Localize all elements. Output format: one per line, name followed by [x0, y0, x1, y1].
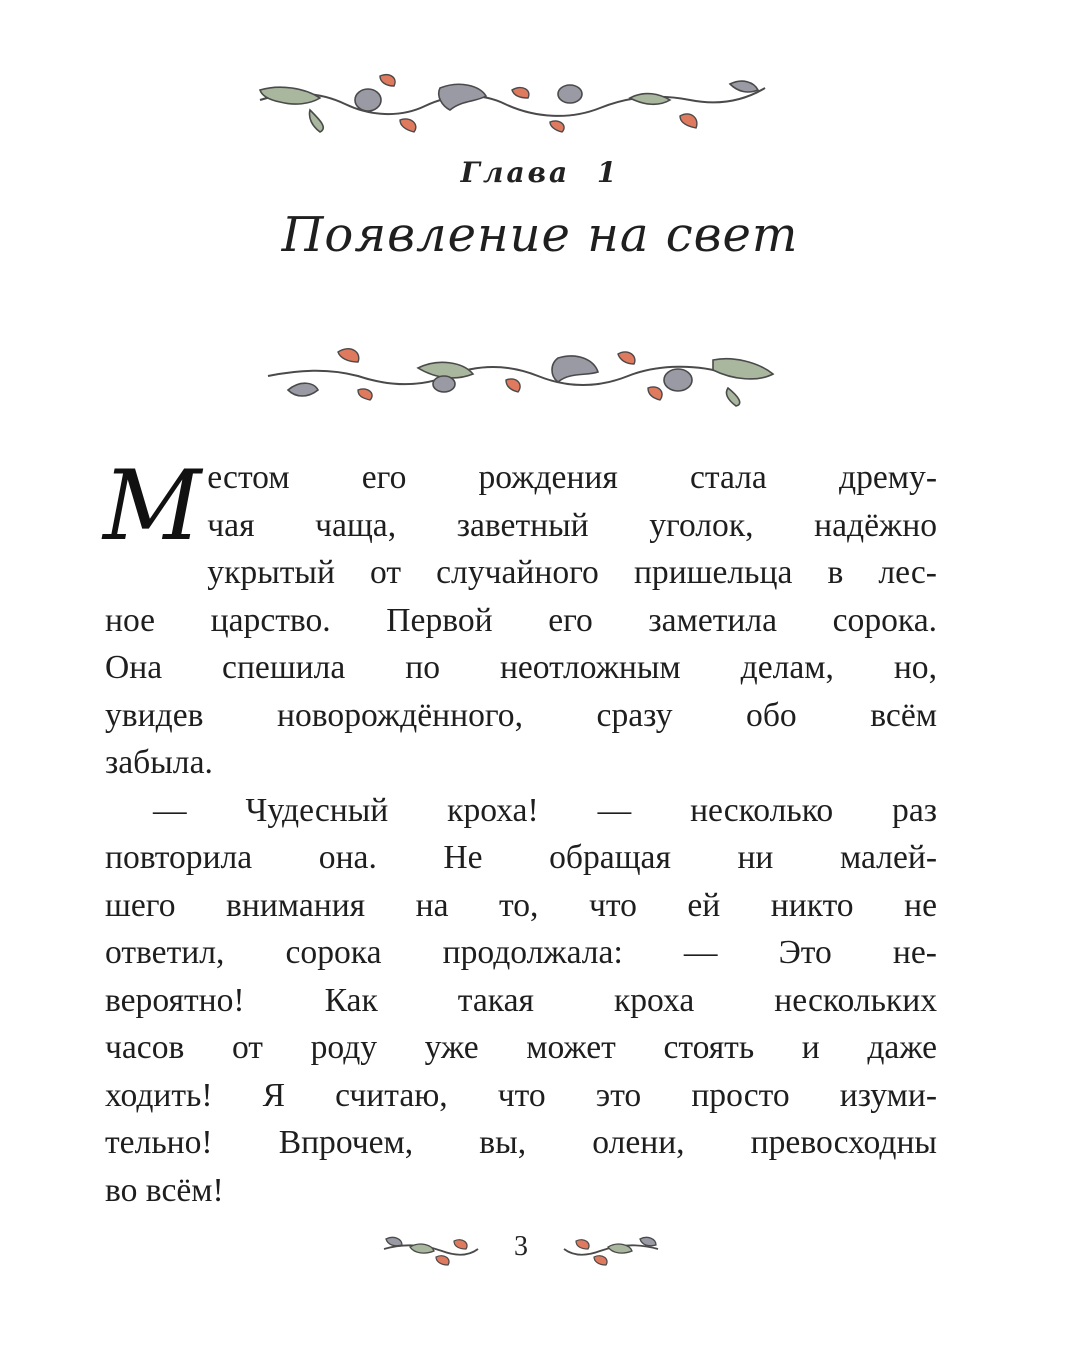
- page-footer: [0, 1225, 1080, 1275]
- text-line: увидев новорождённого, сразу обо всём: [105, 696, 937, 734]
- page-number: 3: [514, 1231, 528, 1262]
- drop-cap: М: [103, 450, 202, 562]
- floral-vine-ornament-icon: [250, 70, 780, 138]
- text-line: шего внимания на то, что ей никто не: [105, 886, 937, 924]
- floral-vine-ornament-icon: [258, 340, 783, 412]
- text-line: ходить! Я считаю, что это просто изуми-: [105, 1076, 937, 1114]
- text-line: часов от роду уже может стоять и даже: [105, 1029, 937, 1066]
- chapter-number: Глава 1: [460, 156, 620, 189]
- small-vine-ornament-icon: [562, 1231, 662, 1269]
- text-line: ответил, сорока продолжала: — Это не-: [105, 934, 937, 971]
- text-line: во всём!: [105, 1171, 224, 1209]
- paragraph-1: [103, 450, 937, 787]
- text-line: тельно! Впрочем, вы, олени, превосходны: [105, 1124, 937, 1161]
- text-line: укрытый от случайного пришельца в лес-: [207, 554, 937, 591]
- text-line: ное царство. Первой его заметила сорока.: [105, 601, 937, 639]
- text-line: вероятно! Как такая кроха нескольких: [105, 981, 937, 1019]
- text-line: естом его рождения стала дрему-: [207, 459, 937, 496]
- text-line: повторила она. Не обращая ни малей-: [105, 839, 937, 876]
- text-line: — Чудесный кроха! — несколько раз: [153, 791, 937, 829]
- paragraph-2: [105, 787, 937, 1215]
- text-line: чая чаща, заветный уголок, надёжно: [207, 506, 937, 544]
- body-text: [103, 450, 937, 1214]
- small-vine-ornament-icon: [380, 1231, 480, 1269]
- text-line: Она спешила по неотложным делам, но,: [105, 649, 937, 686]
- chapter-title: Появление на свет: [281, 207, 799, 263]
- text-line: забыла.: [105, 744, 213, 781]
